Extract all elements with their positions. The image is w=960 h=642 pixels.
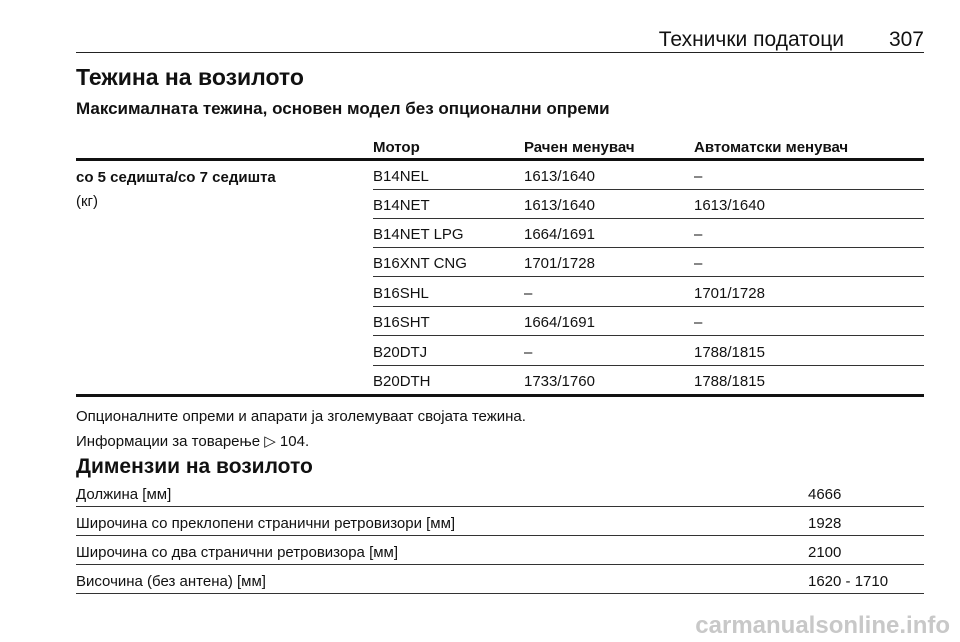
- table-cell-engine: B20DTH: [373, 373, 431, 390]
- row-divider: [76, 564, 924, 565]
- table-cell-engine: B14NET: [373, 197, 430, 214]
- dimension-value: 1928: [808, 515, 842, 532]
- dimension-label: Широчина со два странични ретровизора [мм]: [76, 544, 399, 561]
- table-cell-auto: –: [694, 255, 703, 272]
- dimension-label: Широчина со преклопени странични ретровизори [мм]: [76, 515, 456, 532]
- seats-label: со 5 седишта/со 7 седишта: [76, 169, 276, 186]
- row-divider: [373, 189, 924, 190]
- section-title: Технички податоци: [658, 28, 844, 51]
- row-divider: [373, 218, 924, 219]
- table-cell-manual: –: [524, 285, 533, 302]
- table-cell-engine: B16SHT: [373, 314, 430, 331]
- table-cell-engine: B16XNT CNG: [373, 255, 467, 272]
- loading-info-link[interactable]: Информации за товарење ▷ 104.: [76, 433, 310, 450]
- table-cell-manual: 1613/1640: [524, 197, 595, 214]
- dimensions-heading: Димензии на возилото: [76, 455, 313, 478]
- options-note: Опционалните опреми и апарати ја зголемуваат својата тежина.: [76, 408, 526, 425]
- unit-label: (кг): [76, 193, 99, 210]
- table-cell-auto: 1613/1640: [694, 197, 765, 214]
- row-divider: [76, 506, 924, 507]
- weight-subheading: Максималната тежина, основен модел без опционални опреми: [76, 99, 610, 118]
- dimension-value: 1620 - 1710: [808, 573, 889, 590]
- row-divider: [76, 593, 924, 594]
- dimension-label: Височина (без антена) [мм]: [76, 573, 266, 590]
- row-divider: [373, 335, 924, 336]
- row-divider: [373, 365, 924, 366]
- dimension-value: 2100: [808, 544, 842, 561]
- table-cell-manual: 1701/1728: [524, 255, 595, 272]
- table-cell-engine: B16SHL: [373, 285, 429, 302]
- table-cell-auto: 1701/1728: [694, 285, 765, 302]
- table-cell-engine: B14NET LPG: [373, 226, 464, 243]
- dimension-label: Должина [мм]: [76, 486, 172, 503]
- page-header: [76, 22, 924, 53]
- table-top-rule: [76, 158, 924, 161]
- table-cell-manual: 1733/1760: [524, 373, 595, 390]
- row-divider: [373, 247, 924, 248]
- col-header-engine: Мотор: [373, 139, 420, 156]
- row-divider: [76, 535, 924, 536]
- table-cell-engine: B20DTJ: [373, 344, 428, 361]
- row-divider: [373, 306, 924, 307]
- col-header-auto: Автоматски менувач: [694, 139, 849, 156]
- table-cell-auto: 1788/1815: [694, 373, 765, 390]
- table-cell-auto: –: [694, 314, 703, 331]
- page-number: 307: [888, 28, 924, 51]
- table-cell-manual: 1613/1640: [524, 168, 595, 185]
- row-divider: [373, 276, 924, 277]
- table-bottom-rule: [76, 394, 924, 397]
- col-header-manual: Рачен менувач: [524, 139, 635, 156]
- table-cell-manual: 1664/1691: [524, 226, 595, 243]
- watermark: carmanualsonline.info: [695, 612, 950, 639]
- table-cell-manual: –: [524, 344, 533, 361]
- weight-heading: Тежина на возилото: [76, 64, 304, 90]
- table-cell-manual: 1664/1691: [524, 314, 595, 331]
- table-cell-auto: 1788/1815: [694, 344, 765, 361]
- dimension-value: 4666: [808, 486, 842, 503]
- table-cell-engine: B14NEL: [373, 168, 429, 185]
- table-cell-auto: –: [694, 168, 703, 185]
- table-cell-auto: –: [694, 226, 703, 243]
